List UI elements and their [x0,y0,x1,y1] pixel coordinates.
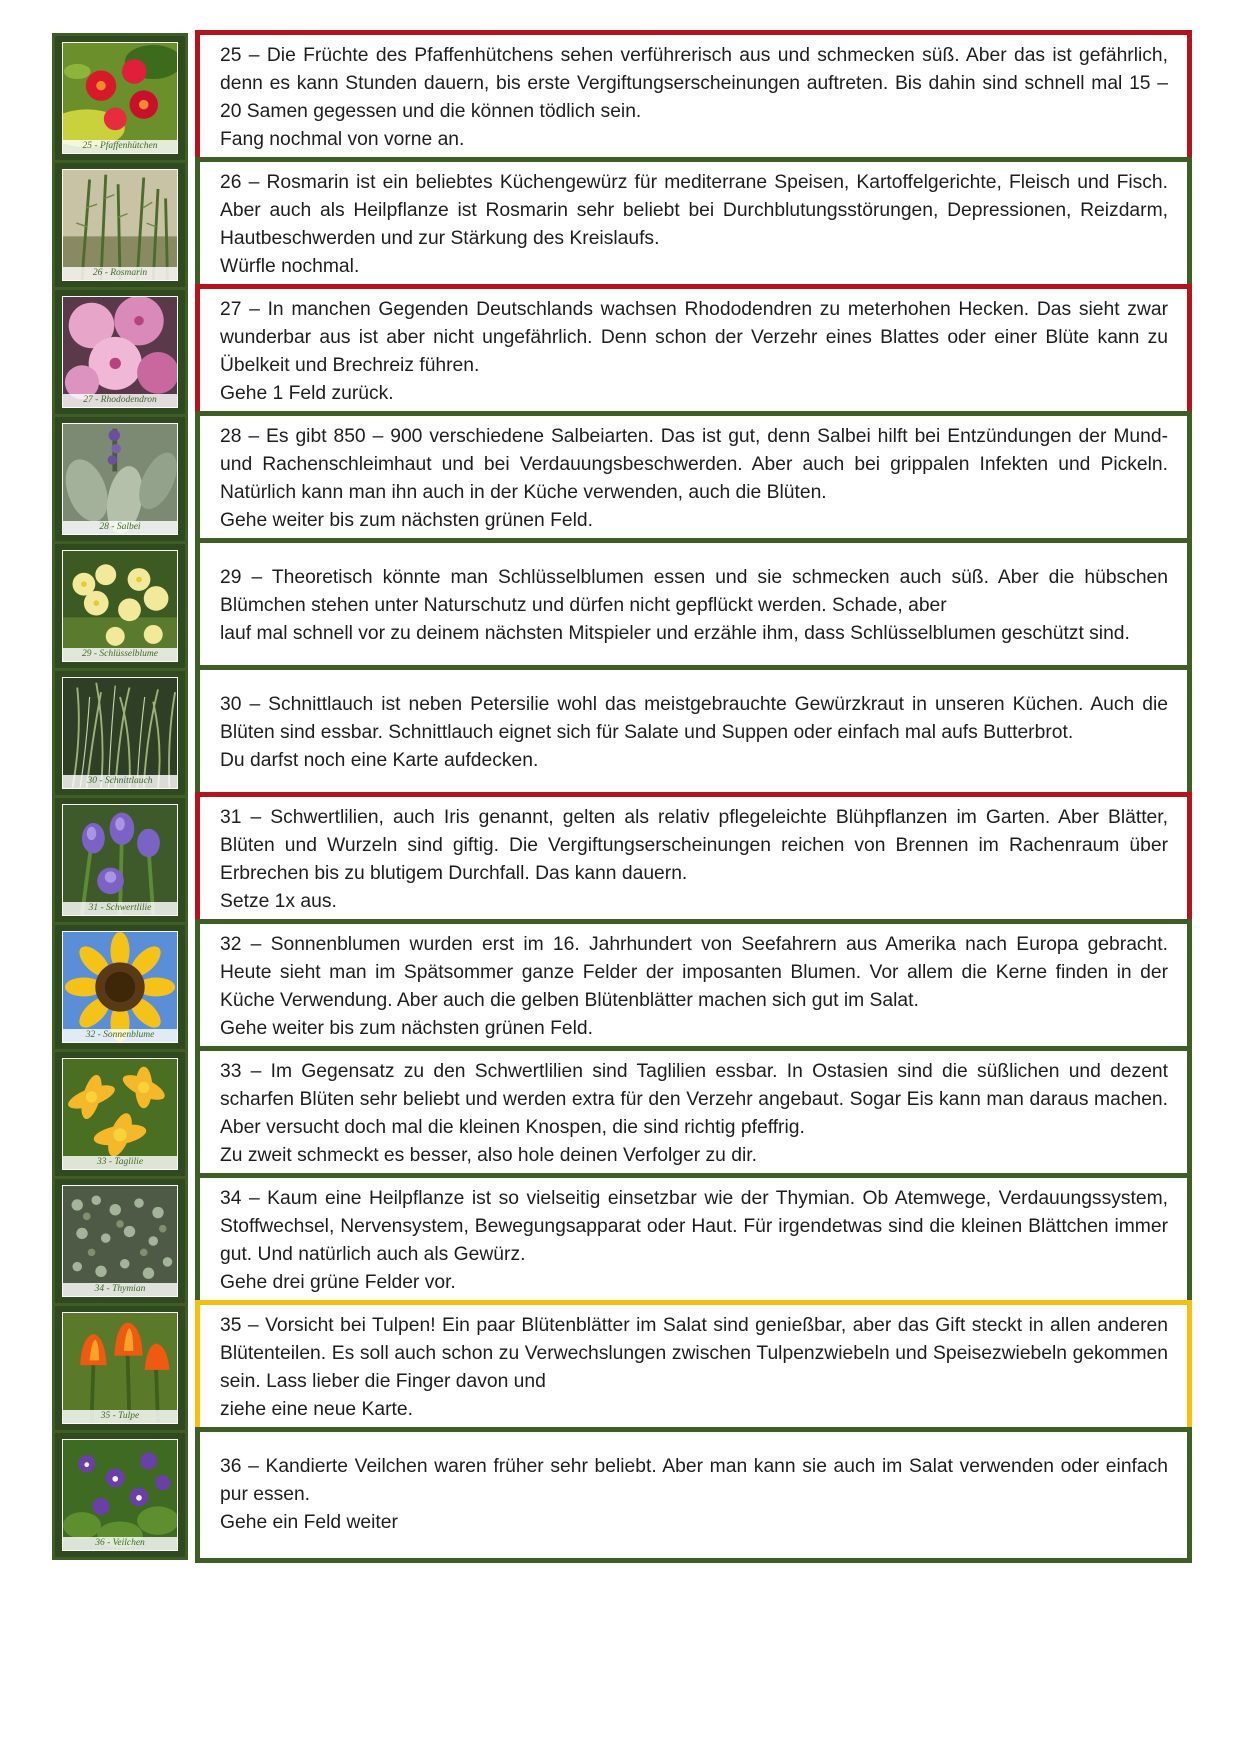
sage-image [63,424,177,534]
photo-caption: 31 - Schwertlilie [63,902,177,915]
card-instruction: Setze 1x aus. [220,891,337,912]
card-text-box [195,792,1192,928]
photo-caption: 26 - Rosmarin [63,267,177,280]
thyme-image [63,1186,177,1296]
sunflower-image [63,932,177,1042]
card-instruction: Gehe weiter bis zum nächsten grünen Feld. [220,1018,593,1039]
flower-photo [52,287,188,417]
card-text-box [195,157,1192,293]
card-text-box [195,1300,1192,1436]
card-description: 29 – Theoretisch könnte man Schlüsselblumen essen und sie schmecken auch süß. Aber die hübschen Blümchen stehen unter Naturschutz und dürfen nicht gepflückt werden. Schade, aber [220,567,1168,616]
spindle-tree-image [63,43,177,153]
card-text-box [195,665,1192,801]
card-25 [52,30,1192,166]
card-32 [52,919,1192,1055]
card-instruction: Würfle nochmal. [220,256,360,277]
card-instruction: Gehe drei grüne Felder vor. [220,1272,456,1293]
card-27 [52,284,1192,420]
card-instruction: Zu zweit schmeckt es besser, also hole deinen Verfolger zu dir. [220,1145,757,1166]
card-description: 26 – Rosmarin ist ein beliebtes Küchengewürz für mediterrane Speisen, Kartoffelgerichte, Fleisch und Fisch. Aber auch als Heilpflanze ist Rosmarin sehr beliebt bei Durchblutungsstörungen, Depressionen, Reizdarm, Hautbeschwerden und zur Stärkung des Kreislaufs. [220,172,1168,249]
card-28 [52,411,1192,547]
daylily-image [63,1059,177,1169]
card-33 [52,1046,1192,1182]
card-description: 31 – Schwertlilien, auch Iris genannt, gelten als relativ pflegeleichte Blühpflanzen im Garten. Aber Blätter, Blüten und Wurzeln sind giftig. Die Vergiftungserscheinungen reichen von Brennen im Rachenraum über Erbrechen bis zu blutigem Durchfall. Das kann dauern. [220,807,1168,884]
flower-photo [52,1049,188,1179]
photo-caption: 33 - Taglilie [63,1156,177,1169]
photo-caption: 36 - Veilchen [63,1537,177,1550]
photo-caption: 28 - Salbei [63,521,177,534]
flower-photo [52,668,188,798]
card-text-box [195,30,1192,166]
card-text-box [195,1046,1192,1182]
card-description: 25 – Die Früchte des Pfaffenhütchens sehen verführerisch aus und schmecken süß. Aber das ist gefährlich, denn es kann Stunden dauern, bis erste Vergiftungserscheinungen auftreten. Bis dahin sind schnell mal 15 – 20 Samen gegessen und die können tödlich sein. [220,45,1168,122]
card-description: 34 – Kaum eine Heilpflanze ist so vielseitig einsetzbar wie der Thymian. Ob Atemwege, Verdauungssystem, Stoffwechsel, Nervensystem, Bewegungsapparat oder Haut. Für irgendetwas sind die kleinen Blättchen immer gut. Und natürlich auch als Gewürz. [220,1188,1168,1265]
card-description: 28 – Es gibt 850 – 900 verschiedene Salbeiarten. Das ist gut, denn Salbei hilft bei Entzündungen der Mund- und Rachenschleimhaut und bei Verdauungsbeschwerden. Aber auch bei grippalen Infekten und Pickeln. Natürlich kann man ihn auch in der Küche verwenden, auch die Blüten. [220,426,1168,503]
flower-photo [52,1303,188,1433]
card-text-box [195,1173,1192,1309]
photo-caption: 34 - Thymian [63,1283,177,1296]
card-34 [52,1173,1192,1309]
card-text-box [195,919,1192,1055]
card-instruction: ziehe eine neue Karte. [220,1399,413,1420]
photo-caption: 27 - Rhododendron [63,394,177,407]
card-35 [52,1300,1192,1436]
photo-caption: 32 - Sonnenblume [63,1029,177,1042]
flower-photo [52,33,188,163]
iris-image [63,805,177,915]
photo-caption: 35 - Tulpe [63,1410,177,1423]
flower-photo [52,922,188,1052]
card-description: 35 – Vorsicht bei Tulpen! Ein paar Blütenblätter im Salat sind genießbar, aber das Gift steckt in allen anderen Blütenteilen. Es soll auch schon zu Verwechslungen zwischen Tulpenzwiebeln und Speisezwiebeln gekommen sein. Lass lieber die Finger davon und [220,1315,1168,1392]
card-description: 30 – Schnittlauch ist neben Petersilie wohl das meistgebrauchte Gewürzkraut in unseren Küchen. Auch die Blüten sind essbar. Schnittlauch eignet sich für Salate und Suppen oder einfach mal aufs Butterbrot. [220,694,1168,743]
card-description: 33 – Im Gegensatz zu den Schwertlilien sind Taglilien essbar. In Ostasien sind die süßlichen und dezent scharfen Blüten sehr beliebt und werden extra für den Verzehr angebaut. Sogar Eis kann man daraus machen. Aber versucht doch mal die kleinen Knospen, die sind richtig pfeffrig. [220,1061,1168,1138]
card-29 [52,538,1192,674]
card-text-box [195,1427,1192,1563]
card-instruction: Du darfst noch eine Karte aufdecken. [220,750,539,771]
card-instruction: Fang nochmal von vorne an. [220,129,465,150]
card-30 [52,665,1192,801]
card-description: 27 – In manchen Gegenden Deutschlands wachsen Rhododendren zu meterhohen Hecken. Das sieht zwar wunderbar aus ist aber nicht ungefährlich. Denn schon der Verzehr eines Blattes oder einer Blüte kann zu Übelkeit und Brechreiz führen. [220,299,1168,376]
photo-caption: 25 - Pfaffenhütchen [63,140,177,153]
rhododendron-image [63,297,177,407]
flower-photo [52,1430,188,1560]
card-instruction: Gehe 1 Feld zurück. [220,383,394,404]
flower-photo [52,795,188,925]
card-description: 32 – Sonnenblumen wurden erst im 16. Jahrhundert von Seefahrern aus Amerika nach Europa gebracht. Heute sieht man im Spätsommer ganze Felder der imposanten Blumen. Vor allem die Kerne finden in der Küche Verwendung. Aber auch die gelben Blütenblätter machen sich gut im Salat. [220,934,1168,1011]
flower-photo [52,160,188,290]
card-description: 36 – Kandierte Veilchen waren früher sehr beliebt. Aber man kann sie auch im Salat verwenden oder einfach pur essen. [220,1456,1168,1505]
card-text-box [195,411,1192,547]
photo-caption: 30 - Schnittlauch [63,775,177,788]
card-instruction: Gehe ein Feld weiter [220,1512,398,1533]
photo-caption: 29 - Schlüsselblume [63,648,177,661]
flower-photo [52,541,188,671]
card-text-box [195,284,1192,420]
flower-photo [52,414,188,544]
chives-image [63,678,177,788]
card-instruction: Gehe weiter bis zum nächsten grünen Feld. [220,510,593,531]
card-31 [52,792,1192,928]
violet-image [63,1440,177,1550]
card-26 [52,157,1192,293]
card-36 [52,1427,1192,1563]
card-instruction: lauf mal schnell vor zu deinem nächsten Mitspieler und erzähle ihm, dass Schlüsselblumen geschützt sind. [220,623,1130,644]
rosemary-image [63,170,177,280]
tulip-image [63,1313,177,1423]
card-text-box [195,538,1192,674]
flower-photo [52,1176,188,1306]
primrose-image [63,551,177,661]
